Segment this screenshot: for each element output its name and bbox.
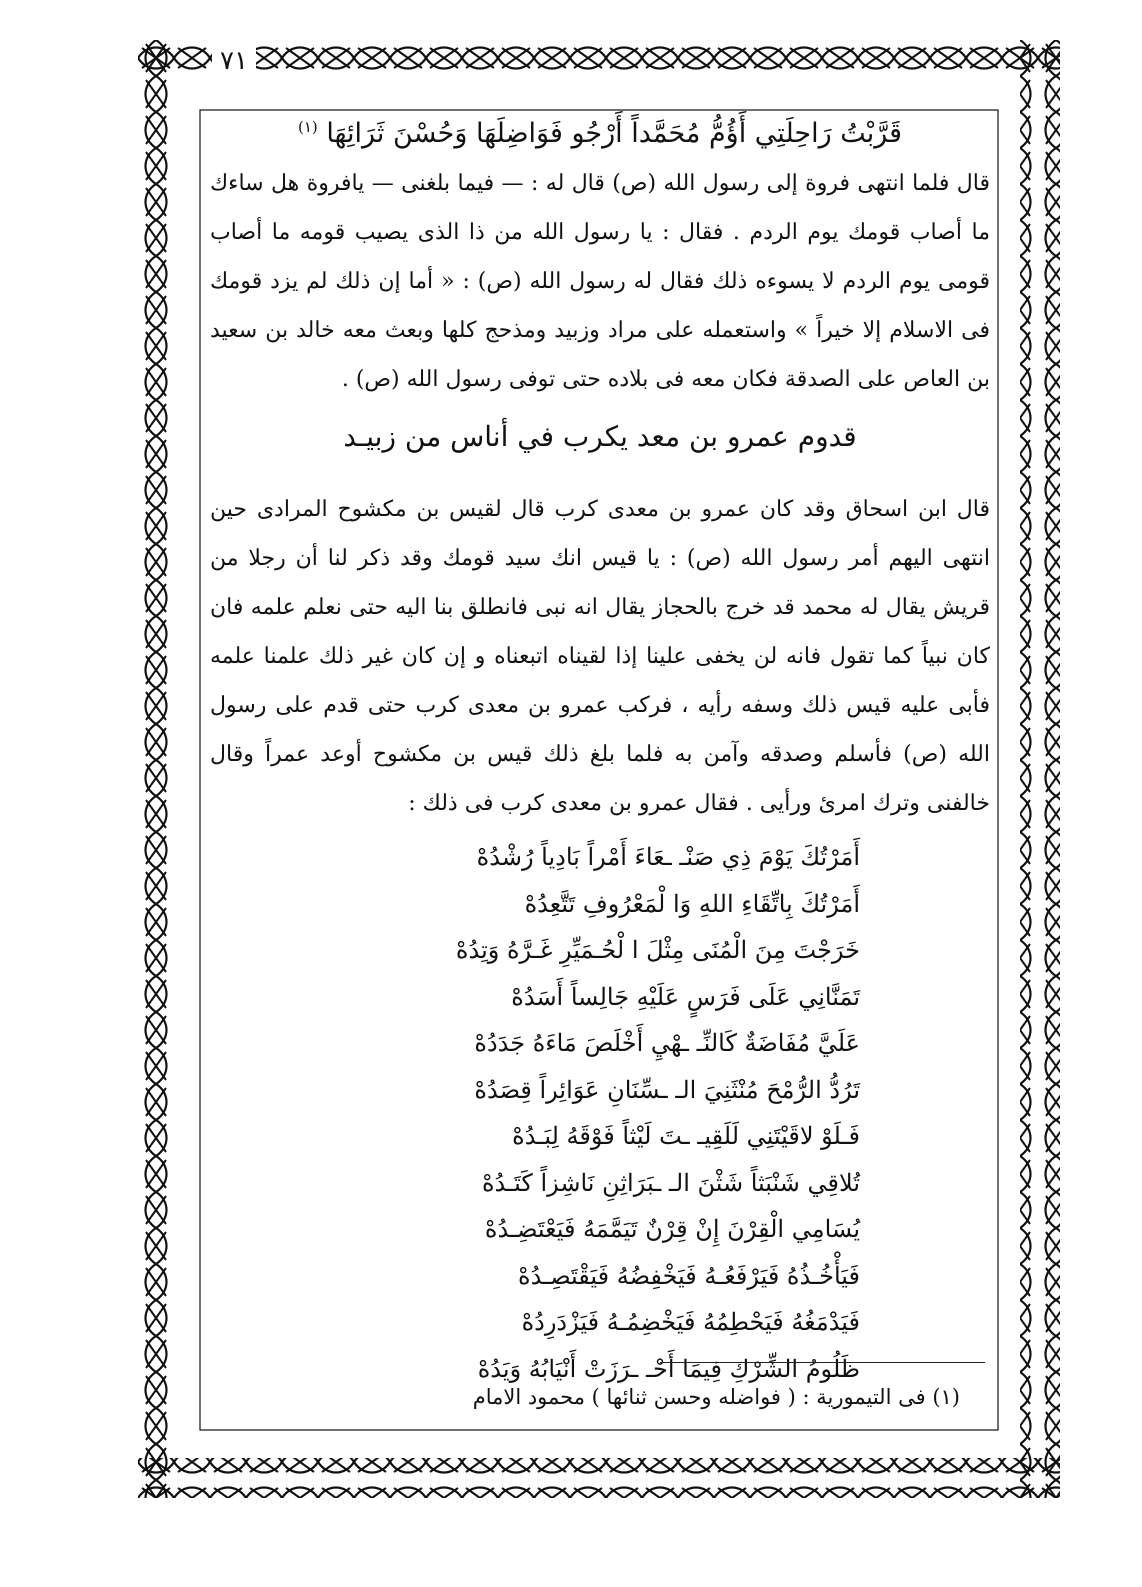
poem-line-2: أَمَرْتُكَ بِاتِّقَاءِ اللهِ وَا لْمَعْرُوفِ تَتَّعِدُهْ (524, 889, 860, 918)
poem-line-6: تَرُدُّ الرُّمْحَ مُنْثَنِيَ الـ ـسِّنَانِ عَوَائِراً قِصَدُهْ (474, 1075, 860, 1104)
section-paragraph: قال ابن اسحاق وقد كان عمرو بن معدى كرب قال لقيس بن مكشوح المرادى حين انتهى اليهم أمر رسول الله (ص) : يا قيس انك سيد قومك وقد ذكر لنا أن رجلا من قريش يقال له محمد قد خرج بالحجاز يقال انه نبى فانطلق بنا اليه حتى نعلم علمه فان كان نبياً كما تقول فانه لن يخفى علينا إذا لقيناه اتبعناه و إن كان غير ذلك علمنا علمه فأبى عليه قيس ذلك وسفه رأيه ، فركب عمرو بن معدى كرب حتى قدم على رسول الله (ص) فأسلم وصدقه وآمن به فلما بلغ ذلك قيس بن مكشوح أوعد عمراً وقال خالفنى وترك امرئ ورأيى . فقال عمرو بن معدى كرب فى ذلك : (210, 497, 990, 816)
opening-verse-text: قَرَّبْتُ رَاحِلَتِي أَؤُمُّ مُحَمَّداً أَرْجُو فَوَاضِلَهَا وَحُسْنَ ثَرَائِهَا (326, 118, 903, 149)
footnote-marker: (١) (297, 118, 318, 136)
footnote-rule (660, 1362, 985, 1363)
paragraph-1: قال فلما انتهى فروة إلى رسول الله (ص) قال له : — فيما بلغنى — يافروة هل ساءك ما أصاب قومك يوم الردم . فقال : يا رسول الله من ذا الذى يصيب قومه ما أصاب قومى يوم الردم لا يسوءه ذلك فقال له رسول الله (ص) : « أما إن ذلك لم يزد قومك فى الاسلام إلا خيراً » واستعمله على مراد وزبيد ومذحج كلها وبعث معه خالد بن سعيد بن العاص على الصدقة فكان معه فى بلاده حتى توفى رسول الله (ص) . (210, 171, 990, 392)
poem-line-11: فَيَدْمَغُهُ فَيَحْطِمُهُ فَيَخْضِمُـهُ فَيَزْدَرِدُهْ (521, 1308, 860, 1336)
footnote (460, 1385, 960, 1409)
poem-line-1: أَمَرْتُكَ يَوْمَ ذِي صَنْـ ـعَاءَ أَمْراً بَادِياً رُشْدُهْ (476, 843, 860, 871)
poem-line-3: خَرَجْتَ مِنَ الْمُنَى مِثْلَ ا لْحُـمَيِّرِ غَـرَّهُ وَتِدُهْ (455, 936, 860, 964)
page-number: ٧١ (212, 46, 256, 76)
section-title: قدوم عمرو بن معد يكرب في أناس من زبيـد (343, 420, 857, 453)
footnote-text: فى التيمورية : ( فواضله وحسن ثنائها ) محمود الامام (472, 1385, 926, 1409)
poem-line-10: فَيَأْخُـذُهُ فَيَرْفَعُـهُ فَيَخْفِضُهُ فَيَقْتَصِـدُهْ (518, 1261, 860, 1290)
poem-line-9: يُسَامِي الْقِرْنَ إِنْ قِرْنٌ تَيَمَّمَهُ فَيَعْتَضِـدُهْ (484, 1215, 860, 1243)
poem-line-8: تُلاقِي شَنْبَثاً شَثْنَ الـ ـبَرَاثِنِ نَاشِزاً كَتَـدُهْ (481, 1168, 860, 1197)
poem-line-7: فَـلَوْ لاقَيْتَنِي لَلَقِيـ ـتَ لَيْثاً فَوْقَهُ لِبَـدُهْ (512, 1122, 860, 1150)
footnote-number: (١) (932, 1385, 960, 1409)
poem-line-12: ظَلُومُ الشِّرْكِ فِيمَا أَحْـ ـرَزَتْ أَنْيَابُهُ وَيَدُهْ (477, 1354, 860, 1383)
page-body (210, 118, 990, 1392)
poem-line-4: تَمَنَّانِي عَلَى فَرَسٍ عَلَيْهِ جَالِساً أَسَدُهْ (511, 982, 860, 1011)
poem (210, 834, 990, 1392)
poem-line-5: عَلَيَّ مُفَاضَةٌ كَالنِّـ ـهْيِ أَخْلَصَ مَاءَهُ جَدَدُهْ (474, 1029, 860, 1057)
opening-verse (210, 118, 990, 149)
